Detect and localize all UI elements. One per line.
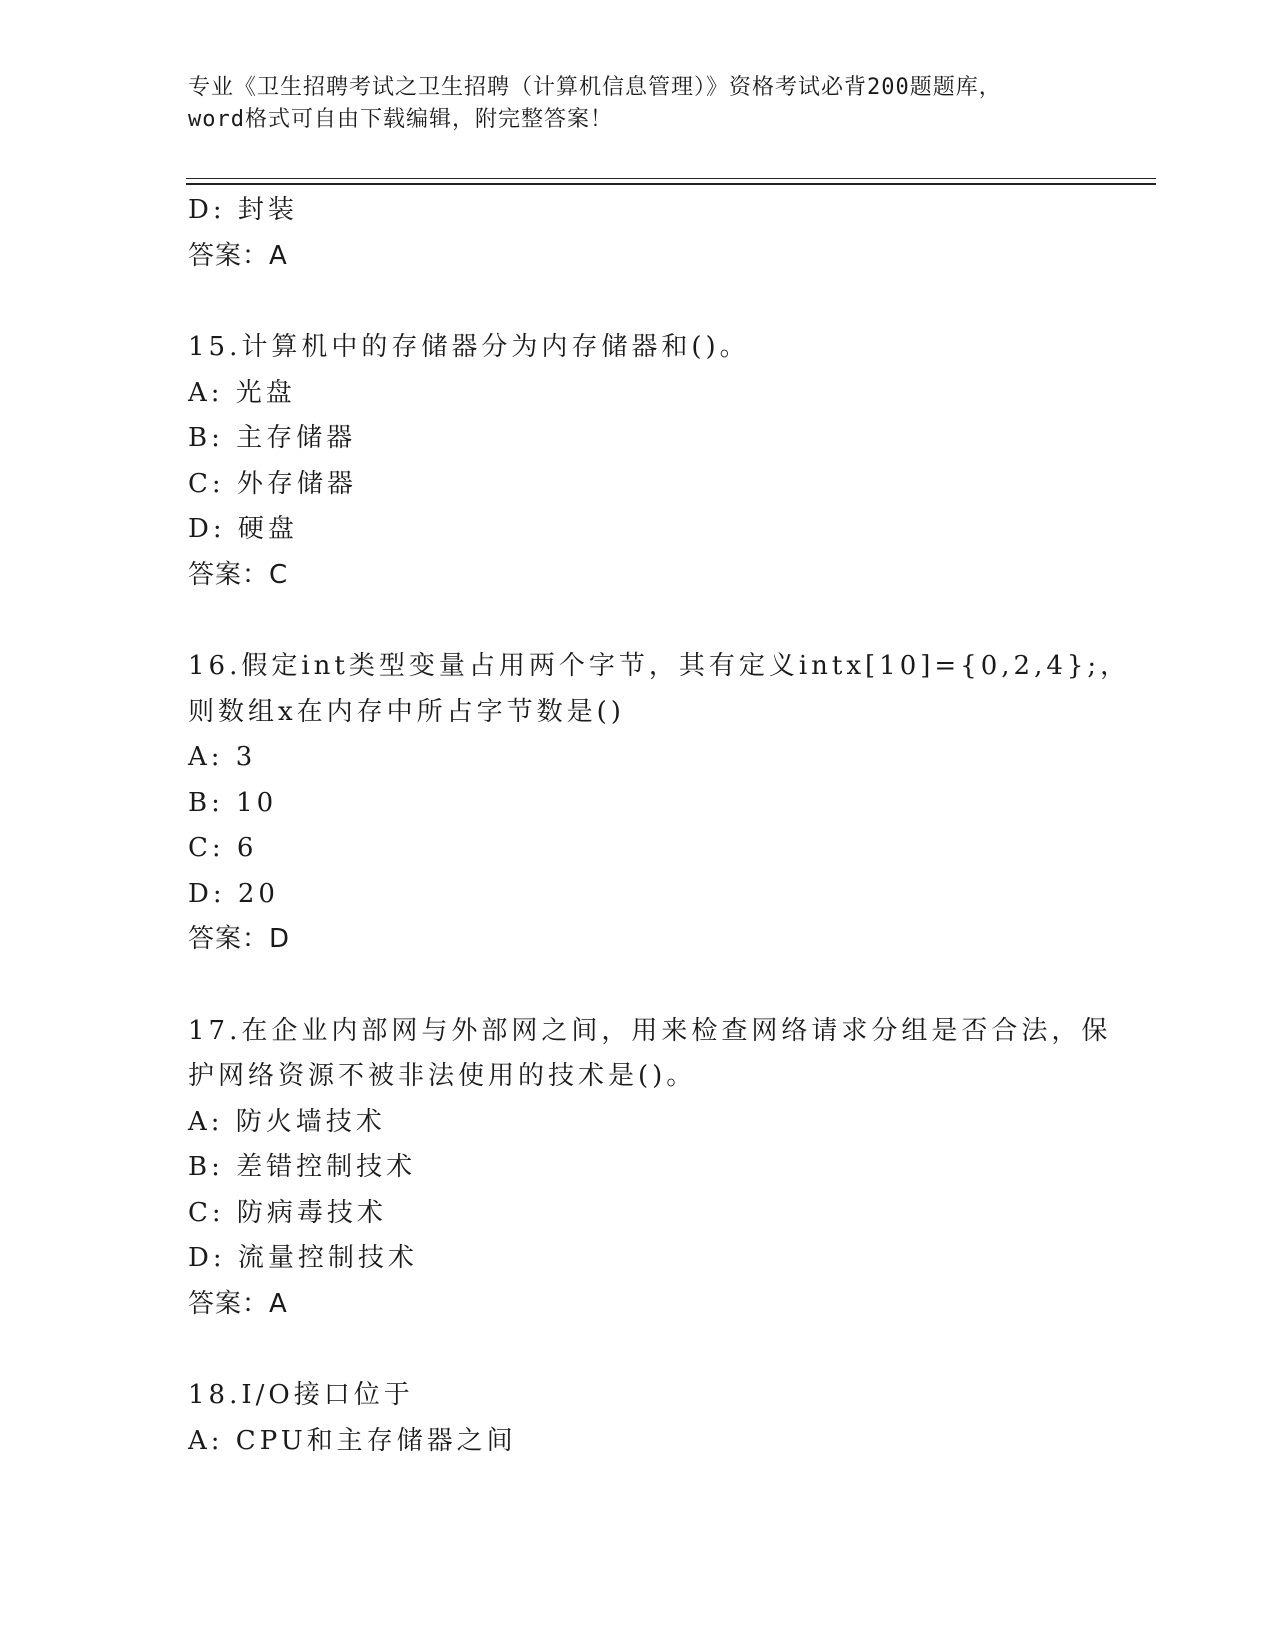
option-c: C: 防病毒技术 (188, 1197, 387, 1228)
option-d: D: 封装 (188, 195, 298, 225)
option-b: B: 主存储器 (188, 423, 357, 453)
answer-line: 答案：A (188, 1288, 288, 1319)
spacer (188, 598, 1088, 644)
spacer (188, 963, 1088, 1009)
question-stem: 16.假定int类型变量占用两个字节，其有定义intx[10]={0,2,4};， (188, 651, 1131, 681)
option-a: A: 光盘 (188, 377, 296, 408)
answer-line: 答案：C (188, 559, 289, 590)
question-15 (188, 325, 1088, 598)
question-16 (188, 644, 1131, 963)
question-stem: 18.I/O接口位于 (188, 1380, 414, 1410)
option-a: A: 防火墙技术 (188, 1106, 386, 1137)
question-stem: 15.计算机中的存储器分为内存储器和()。 (188, 332, 750, 362)
option-d: D: 20 (188, 878, 279, 909)
header-line-2: word格式可自由下载编辑，附完整答案！ (188, 107, 613, 132)
header-line-1: 专业《卫生招聘考试之卫生招聘（计算机信息管理）》资格考试必背200题题库， (188, 75, 1002, 100)
spacer (188, 1327, 1088, 1373)
question-content (188, 188, 1131, 1464)
question-stem-continued: 护网络资源不被非法使用的技术是()。 (188, 1061, 697, 1091)
option-d: D: 流量控制技术 (188, 1243, 418, 1273)
option-b: B: 10 (188, 787, 278, 818)
question-18 (188, 1373, 1088, 1464)
spacer (188, 279, 1088, 325)
document-header (188, 72, 1088, 136)
header-divider-bottom (186, 183, 1156, 185)
answer-line: 答案：D (188, 924, 291, 954)
option-d: D: 硬盘 (188, 514, 298, 544)
option-c: C: 6 (188, 833, 258, 863)
question-17 (188, 1009, 1112, 1328)
question-stem-continued: 则数组x在内存中所占字节数是() (188, 696, 625, 727)
question-stem: 17.在企业内部网与外部网之间，用来检查网络请求分组是否合法，保 (188, 1015, 1112, 1046)
option-a: A: CPU和主存储器之间 (188, 1425, 517, 1456)
header-divider-top (186, 178, 1156, 179)
option-b: B: 差错控制技术 (188, 1152, 417, 1182)
option-c: C: 外存储器 (188, 468, 357, 499)
answer-line: 答案：A (188, 240, 288, 271)
option-a: A: 3 (188, 742, 257, 772)
